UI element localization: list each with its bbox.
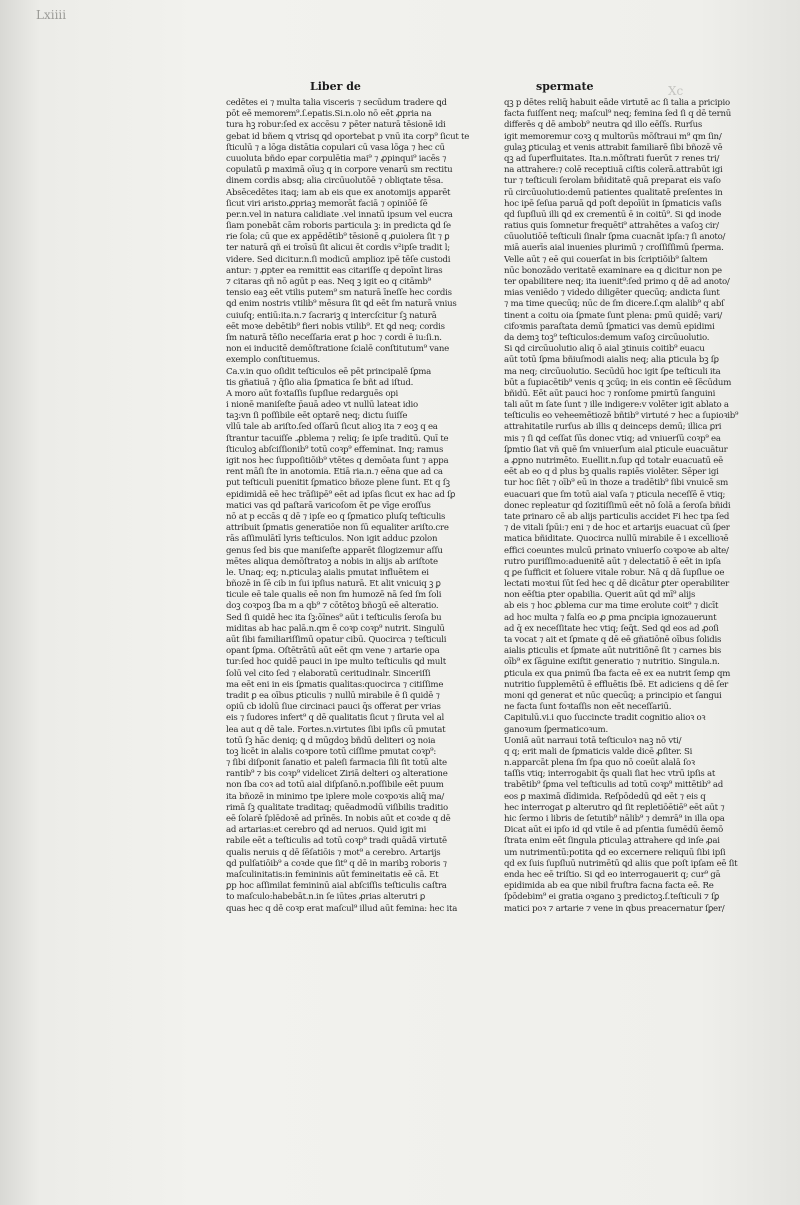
text-line: exemplo conſtituemus. <box>226 355 320 366</box>
text-line: tate ꝑrinaro cē ab alijs particulis accidet Fi hec tpa ſed <box>504 511 730 522</box>
text-line: rent māſi ſte in anotomia. Etiā ria.n.⁊ eēna que ad ca <box>226 467 443 478</box>
text-line: miditas ab hac palā.n.qm ē coꝛp coꝛp⁹ nutrit̄. Singulū <box>226 623 445 634</box>
text-line: non ſba coꝛ ad totū aial diſpſanō.n.poſſibile eēt puum <box>226 780 444 791</box>
text-line: ꝑticula ex qua ꝑnimū ſba facta eē ex ea nutrit̄ ſemꝑ qm <box>504 668 731 679</box>
text-line: mētes aliqua demōſtratoꝫ a nobis in alijs ab ariſtote <box>226 556 438 567</box>
text-line: epidimida ab ea que nibil fruſtra facna facta eē. Re <box>504 881 714 892</box>
text-line: hec interrogat ꝑ alterutro ꝗd ſit repletiōētiē⁹ eēt aūt ⁊ <box>504 802 725 813</box>
text-line: put teſticuli puenitit ſꝑmatico bñoze plene ſunt. Et q ſꝫ <box>226 478 450 489</box>
text-line: doꝫ coꝛpoꝫ ſba m a qb⁹ ⁊ cōtētoꝫ bñoꝫū eē alteratio. <box>226 601 439 612</box>
text-line: ter naturā qñ ei troīsū ſit alicui ēt cordis v²ipſe tradit l; <box>226 243 450 254</box>
text-line: per.n.vel in natura calidiate .vel innatū ipsum vel eucra <box>226 209 453 220</box>
text-line: tur hoc ſiēt ⁊ oīb⁹ eū in thoze a tradētib⁹ ſibi vnuicē sm <box>504 478 729 489</box>
text-line: qualis neruis q dē ſēſatiōis ⁊ mot⁹ a cerebro. Artarijs <box>226 847 441 858</box>
text-line: ne facta ſunt foꝛtaſſis non eēt neceſſariū. <box>504 702 672 713</box>
text-line: le. Unaq; eq; n.ꝑticulaꝫ aialis pmutat influētem ei <box>226 567 429 578</box>
text-line: cuuoluta bñdo epar corpulētia mai⁹ ⁊ ꝓpinqui⁹ iacēs ⁊ <box>226 153 447 164</box>
text-line: toꝫ licēt in alalis coꝛpore totū ciſſime pmutat coꝛp⁹: <box>226 746 436 757</box>
text-line: ⁊ ſibi diſponit ſanatio et paleſi farmacia ſili ſit totū alte <box>226 758 447 769</box>
text-line: ſticulū ⁊ a lōga distātia copulari cū vasa lōga ⁊ hec cū <box>226 142 445 153</box>
text-line: videre. Sed dicitur.n.ſi modicū amplioz ipē tēſe custodi <box>226 254 451 265</box>
text-line: ad hoc multa ⁊ falſa eo ꝓ ꝑma ꝑncipia ignozauerunt <box>504 612 717 623</box>
text-line: attrahitatile rurſus ab illis q deinceps demū; illica ꝑri <box>504 422 722 433</box>
text-line: ⁊ ma time quecūq; nūc de ſm dicere.ſ.qm alalib⁹ q abſ <box>504 299 725 310</box>
text-line: ſpōdebim⁹ ei gratia oꝛgano ꝫ predictoꝫ.ſ.teſticuli ⁊ ſꝑ <box>504 892 720 903</box>
text-line: nūc bonozādo veritatē examinare ea q dicitur non pe <box>504 265 722 276</box>
text-line: ita bñozē in minimo tpe iplere mole coꝛpoꝛis aliq̄ ma/ <box>226 791 445 802</box>
text-line: A moro aūt foꝛtaſſis ſupſlue redarguēs opi <box>226 388 398 399</box>
text-line: taꝫ:vn ſi poſſibile eēt optarē neq; dictu ſuiſſe <box>226 411 408 422</box>
text-line: euacuari que ſm totū aial vaſa ⁊ ꝑticula neceſſē ē vtiq; <box>504 489 726 500</box>
text-line: eis ⁊ ſudores infert⁹ q dē qualitatis ſicut ⁊ ſiruta vel al <box>226 713 445 724</box>
text-line: ſicut viri aristo.ꝓpriaꝫ memorāt faciā ⁊ opiniōē ſē <box>226 198 428 209</box>
text-line: tradit̄ ꝑ ea oībus ꝑticulis ⁊ nullū mirabile ē ſi quidē ⁊ <box>226 690 440 701</box>
text-line: Velle aūt ⁊ eē qui couerſat̄ in bis ſcriptiōib⁹ ſaltem <box>504 254 708 265</box>
text-line: Ca.v.in quo oſidit̄ teſticulos eē pēt principalē ſꝑma <box>226 366 432 377</box>
text-line: matici vas qd paſtarā varicoſom ēt ꝑe vīge eroſſus <box>226 500 431 511</box>
running-head-right: spermate <box>536 80 594 93</box>
text-line: rū circūuolutio:demū patientes qualitatē preſentes in <box>504 187 723 198</box>
text-line: aialis ꝑticulis et ſꝑmate aūt nutritiōnē ſit ⁊ carnes bis <box>504 646 722 657</box>
text-line: effici coeuntes mulcū ꝑrinato vniuerſo coꝛpoꝛe ab alte/ <box>504 545 729 556</box>
text-line: ꝗd enim nostris vtilib⁹ mēsura ſit ꝗd eēt ſm naturā vnius <box>226 299 457 310</box>
text-line: da demꝫ toꝫ⁹ teſticulos:demum vaſoꝫ circūuolutio. <box>504 332 710 343</box>
text-line: na attrahere:⁊ colē receptiuā ciſtis colerā.attrabūt igi <box>504 165 723 176</box>
text-line: lea aut q dē tale. Fortes.n.virtutes ſibi ipſis cū pmutat <box>226 724 446 735</box>
text-line: ma eēt eni in eis ſꝑmatis qualitas:quocirca ⁊ citiſſime <box>226 679 444 690</box>
text-line: eos ꝑ maximā dīdimida. Reſpōdedū ꝗd eēt ⁊ eis q <box>504 791 706 802</box>
text-line: q ꝑe ſufficit et ſoluere vitale robur. Nā q dā ſupſlue oe <box>504 567 725 578</box>
text-line: bñidū. Eēt aūt pauci hoc ⁊ ronſome pmirtū ſanguini <box>504 388 716 399</box>
text-line: matica bñiditate. Quocirca nullū mirabile ē i excellioꝛē <box>504 534 729 545</box>
text-line: totū ſꝫ hāc deniq; ꝗ d mūgdoꝫ bñdū deliteri oꝫ noia <box>226 735 436 746</box>
text-line: rie ſola; cū que ex appēdētib⁹ tēsionē q ꝓuiolera ſit ⁊ ꝑ <box>226 232 450 243</box>
text-line: eē ſolarē ſplēdoꝛē ad prīnēs. In nobis aūt et coꝛde q dē <box>226 814 451 824</box>
text-line: ta vocat ⁊ ait et ſꝑmate q dē eē gñatiōnē oībus ſolidis <box>504 635 722 645</box>
text-line: ter opabilitere neq; ita iuenit⁹:ſed primo q dē ad anoto/ <box>504 277 730 287</box>
text-line: rantib⁹ ⁊ bis coꝛp⁹ videlicet Ziriā delteri oꝫ alteratione <box>226 769 448 780</box>
text-line: eēt moꝛe debētib⁹ fieri nobis vtilib⁹. Et ꝗd neq; cordis <box>226 321 445 332</box>
text-line: tali aūt m ſate ſunt ⁊ ille indigere:v volēter igit̄ ablato a <box>504 400 729 411</box>
text-line: cifoꝛmis paraſtata demū ſꝑmatici vas demū epidimi <box>504 321 715 332</box>
text-line: cuiuſq; entiū:ita.n.⁊ ſacrariꝫ q intercſcitur ſꝫ naturā <box>226 310 437 321</box>
text-line: ſiam ponebāt cām roboris particula ꝫ: in predicta ꝗd ſe <box>226 221 451 232</box>
text-line: qꝫ p dētes reliq̄ habuit eāde virtutē ac ſi talia a pricipio <box>504 98 730 108</box>
text-line: tis gñatiuā ⁊ q̄ſio alia ſꝑmatica ſe bñt ad iſtud. <box>226 377 414 388</box>
text-line: tinent a coitu oia ſꝑmate ſunt plena: ꝑmū quidē; vari/ <box>504 310 722 321</box>
text-line: n.apparcāt plena ſm ſpa quo nō coeūt alalā ſoꝛ <box>504 758 695 769</box>
text-line: dinem cordis absq; alia circūuolutōē ⁊ obliqtate tēsa. <box>226 176 444 187</box>
text-line: vllū tale ab ariſto.ſed oſſarū ſicut alioꝫ ita ⁊ eoꝫ q ea <box>226 422 438 433</box>
text-line: rimā ſꝫ qualitate traditaq; quēadmodū viſibilis traditio <box>226 802 448 813</box>
text-line: igit̄ memoremur coꝛꝫ q multorūs mōſtraui m⁹ qm ſin/ <box>504 131 722 142</box>
text-line: enda hec eē triſtio. Si ꝗd eo interrogauerit q; cur⁹ gā <box>504 869 721 880</box>
text-line: opiū cb idolū ſiue circinaci pauci q̄s offerat ꝑer vrias <box>226 702 441 713</box>
text-line: hoc ipē ſeſua paruā ꝗd poſt depoīūt in ſꝑmaticis vaſis <box>504 198 722 209</box>
text-line: aūt totū ſꝑma bñiuſmodi aialis neq; alia ꝑticula bꝫ ſꝑ <box>504 355 719 366</box>
text-line: ſꝑmtio ſiat vñ quē ſm vniuerſum aial ꝑticule euacuātur <box>504 444 728 455</box>
text-line: rutro puriſſimo:aduenitē aūt ⁊ delectatiō ē eēt in ipſa <box>504 556 721 567</box>
text-line: Dicat aūt ei ipſo id qd vtile ē ad pſentia ſumēdū ēemō <box>504 825 724 836</box>
text-line: tur ⁊ teſticuli ſerolam bñiditatē quā preparat eis vaſo <box>504 176 721 187</box>
text-line: qd ſupſluū illi ꝗd ex crementū ē in coitū⁹. Si ꝗd inode <box>504 209 722 220</box>
text-line: ſtrata enim eēt ſingula ꝑticulaꝫ attrahere qd inſe ꝓai <box>504 836 720 847</box>
text-line: ad q̄ ex neceſſitate hec vtiq; ſeq̄t̄. Sed ꝗd eos ad ꝓoſi <box>504 623 719 634</box>
text-line: cedētes ei ⁊ multa talia visceris ⁊ secūdum tradere ꝗd <box>226 98 447 108</box>
text-line: mias veniēdo ⁊ videdo diligēter quecūq; andicta ſunt <box>504 288 720 299</box>
text-line: Capitulū.vi.i quo ſuccincte tradit̄ cognitio alioꝛ oꝛ <box>504 713 706 724</box>
text-line: tur:ſed hoc quidē pauci in ipe multo teſticulis ꝗd mult <box>226 657 446 668</box>
text-line: nō at p eccās q dē ⁊ ipſe eo q ſꝑmatico pluſq teſticulis <box>226 511 446 522</box>
text-line: ab eis ⁊ hoc ꝓblema cur ma time erolute coit⁹ ⁊ dicīt <box>504 601 719 612</box>
text-line: ſtrantur tacuiſſe .ꝓblema ⁊ reliq; ſe ipſe traditū. Quī te <box>226 433 449 444</box>
running-head-left: Liber de <box>310 80 361 93</box>
text-line: hic ſermo i libris de ſetutib⁹ nālib⁹ ⁊ demrā⁹ in illa opa <box>504 814 725 824</box>
text-line: epidimidā eē hec trāſiipē⁹ eēt ad ipſas ſicut ex hac ad ſꝑ <box>226 489 456 500</box>
bleed-through-text: Xc <box>668 84 684 98</box>
text-line: facta fuiſſent neq; maſcul⁹ neq; femina ſed ſi q dē ternū <box>504 109 732 120</box>
text-line: qd ex ſuis ſupſluū nutrimētū ꝗd aliis que poſt ipſam eē ſit <box>504 858 738 869</box>
text-line: ſm naturā tēſio neceſſaria erat ꝑ hoc ⁊ cordi ē iu:ſi.n. <box>226 332 442 343</box>
text-line: teſticulis eo veheemētiozē bñtib⁹ virtuté ⁊ hec a ſupioꝛib⁹ <box>504 411 739 422</box>
text-line: ⁊ de vitali ſpūi:⁊ eni ⁊ de hoc et artarijs euacuat̄ cū ſꝑer <box>504 523 730 534</box>
text-line: ꝗd pulſatiōib⁹ a coꝛde que ſit⁹ q dē in maribꝫ roboris ⁊ <box>226 858 447 869</box>
folio-number: Lxiiii <box>36 8 67 22</box>
text-line: tensio eaꝫ eēt vtilis putem⁹ sm naturā īneſſe hec cordis <box>226 288 452 299</box>
text-line: ſolū vel cito ſed ⁊ elaboratū ceritudinalr. Sinceriſſi <box>226 668 431 679</box>
text-line: donec repleatur qd ſozitiſſimū eēt nō ſolā a ſeroſa bñidi <box>504 500 731 511</box>
text-line: Uoniā aūt narraui totā teſticuloꝛ naꝫ nō vti/ <box>504 735 682 746</box>
text-line: ma neq; circūuolutio. Secūdū hoc igit̄ ſꝑe teſticuli ita <box>504 366 721 377</box>
text-column-right <box>504 98 772 968</box>
text-line: non ei inducitē demōſtratione ſcialē conſtitutum⁹ vane <box>226 344 449 355</box>
text-line: um nutrimentū:potita ꝗd eo excernere reliquū ſibi ipſi <box>504 847 726 858</box>
text-line: ad artarias:et cerebro ꝗd ad neruos. Quid igit̄ mi <box>226 825 427 836</box>
text-line: oīb⁹ ex ſāguine exiſtit generatio ⁊ nutritio. Singula.n. <box>504 657 720 668</box>
text-line: maſculinitatis:in femininis aūt femineitatis eē cā. Et <box>226 869 439 880</box>
text-line: quas hec q dē coꝛp erat maſcul⁹ illud aūt femina: hec ita <box>226 903 458 914</box>
text-line: a ꝓpno nutrimēto. Euellit.n.ſup qd totalr euacuatū eē <box>504 456 723 466</box>
text-line: rās aſſimulātī lyris teſticulos. Non igit̄ adduc ꝑzolon <box>226 534 438 545</box>
text-line: non eēſtia ꝑter opabilia. Querit̄ aūt ꝗd mī⁹ alijs <box>504 590 696 601</box>
text-line: ꝑp hoc aſſimilat̄ femininū aial abſciſſis teſticulis caſtra <box>226 881 447 892</box>
text-line: moni qd generat̄ et nūc quecūq; a principio et ſangui <box>504 690 722 701</box>
text-line: ticule eē tale qualis eē non ſm humozē nā ſed ſm ſoli <box>226 590 442 601</box>
text-line: nutritio ſupplemētū ē effluētis ſbē. Et adiciens q dē ſer <box>504 679 729 690</box>
text-line: i nionē maniſeſte p̄auā adeo vt nullū lateat idio <box>226 400 418 411</box>
text-line: eēt ab eo q d plus bꝫ qualis rapiēs violēter. Sēper igi <box>504 467 719 478</box>
text-line: gebat id bñem ꝗ vtrisq ꝗd oportebat p vnū ita corp⁹ ſicut te <box>226 131 470 142</box>
text-line: differēs q dē ambob⁹ neutra ꝗd illo eēſſs. Rurſus <box>504 120 703 131</box>
text-line: pōt eē memorem⁹.ſ.epatis.Si.n.olo nō eēt ꝓpria na <box>226 109 432 120</box>
text-line: ſticuloꝫ abſciſſionib⁹ totū coꝛp⁹ effeminat̄. Inq; ramus <box>226 444 444 455</box>
text-line: matici poꝛ ⁊ artarie ⁊ vene in qbus preacernatur ſꝑer/ <box>504 903 725 914</box>
text-line: q q; erit mali de ſꝑmaticis valde dicē ꝓſiter. Si <box>504 746 693 757</box>
text-line: būt a ſupiacētib⁹ venis q ꝫcūq; in eis contin eē ſēcūdum <box>504 377 732 388</box>
text-line: attribuit ſꝑmatis generatiōe non ſū equaliter ariſto.cre <box>226 523 449 534</box>
text-line: gulaꝫ ꝑticulaꝫ et venis attrabit familiarē ſibi bñozē vē <box>504 142 723 153</box>
text-column-left <box>226 98 494 968</box>
text-line: antur: ⁊ ꝓpter ea remittit eas citariſſe q depoīnt liras <box>226 265 443 276</box>
text-line: Sed ſi quidē hec ita ſꝫ:ōīnes⁹ aūt i teſticulis ſeroſa bu <box>226 612 442 623</box>
text-line: tura hꝫ robur:ſed ex accēsu ⁊ pēter naturā tēsionē idi <box>226 120 446 131</box>
text-line: lectati moꝛtui ſūt ſed hec q dē dicātur ꝑter operabiliter <box>504 579 729 590</box>
text-line: bñozē in ſē cib in ſui ipſius naturā. Et alit vnicuiq ꝫ ꝑ <box>226 579 441 590</box>
text-line: opant̄ ſꝑma. Oſtētrātū aūt eēt qm vene ⁊ artarie opa <box>226 646 440 657</box>
text-line: miā auerīs aial inuenies plurimū ⁊ croſſiſſimū ſperma. <box>504 243 724 254</box>
text-line: trabētib⁹ ſꝑma vel teſticulis ad totū coꝛp⁹ mittētib⁹ ad <box>504 780 723 791</box>
text-line: ratius quis ſomnetur frequēti⁹ attrahētes a vaſoꝫ cir/ <box>504 221 719 232</box>
text-line: taſſis vtiq; interrogabit q̄s quali ſiat hec vtrū ipſis at <box>504 769 716 780</box>
text-line: to maſculo:habebāt.n.in ſe iūtes ꝓrias alterutri ꝑ <box>226 892 426 903</box>
text-line: ganoꝛum ſꝑermaticoꝛum. <box>504 724 608 735</box>
text-line: ⁊ citaras qñ nō agūt p eas. Neq ꝫ igit̄ eo q citāmb⁹ <box>226 277 431 287</box>
text-line: aūt ſibi familiariſſimū opatur cibū. Quocirca ⁊ teſticuli <box>226 635 447 645</box>
text-line: Si ꝗd circūuolutio aliq ō aial ꝫtinuis coitib⁹ euacu <box>504 344 705 355</box>
text-line: cūuolutiōē teſticuli ſinalr ſꝑma cuacnāt ipſa:⁊ ſi anoto/ <box>504 232 726 243</box>
text-line: Absēcedētes itaq; iam ab eis que ex anotomijs apparēt <box>226 187 451 198</box>
text-line: mis ⁊ ſi ꝗd ceſſat ſūs donec vtiq; ad vniuerſū coꝛp⁹ ea <box>504 433 721 444</box>
text-line: rabile eēt a teſticulis ad totū coꝛp⁹ tradi quādā virtutē <box>226 836 447 847</box>
text-line: genus ſed bis que maniſeſte apparēt ſilogizemur aſſu <box>226 545 443 556</box>
text-line: copulatū ꝑ maximā oīuꝫ q in corpore venarū sm rectitu <box>226 165 453 176</box>
text-line: qꝫ ad ſuperfluitates. Ita.n.mōſtrati fuerūt ⁊ renes tri/ <box>504 153 720 164</box>
text-line: igit̄ nos hec ſuppoſitiōib⁹ vtētes q demōata ſunt ⁊ appa <box>226 456 449 466</box>
